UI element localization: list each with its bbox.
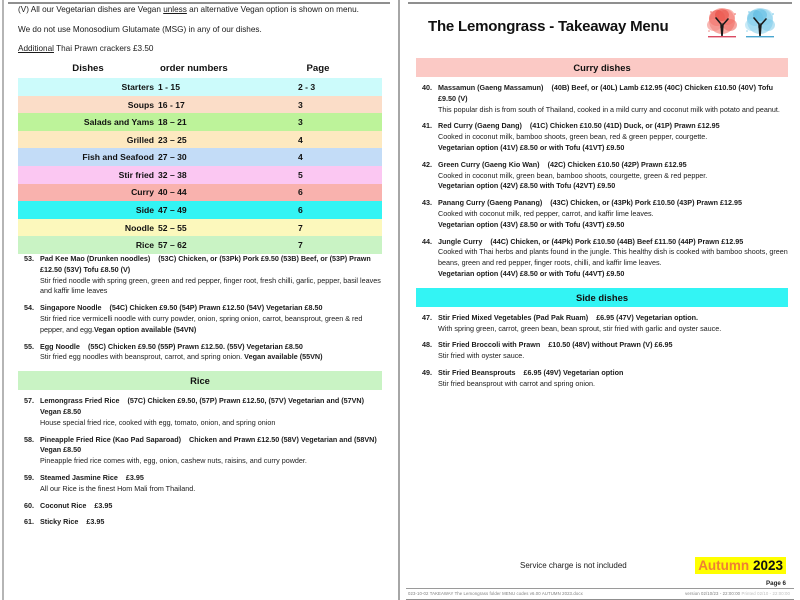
dish-description: Stir fried noodle with spring green, green and red pepper, finger root, fresh chilli, garlic, pepper, basil leaves and kaffir lime leaves	[40, 275, 381, 296]
dish-body	[438, 198, 788, 230]
dish-item	[416, 237, 788, 280]
index-row-orders: 16 - 17	[158, 99, 185, 110]
dish-vegetarian-option: Vegetarian option (44V) £8.50 or with Tofu (44VT) £9.50	[438, 268, 625, 278]
index-row-dish: Noodle	[124, 222, 154, 233]
index-row	[18, 201, 382, 219]
dish-description: House special fried rice, cooked with egg, tomato, onion, and spring onion	[40, 417, 276, 427]
index-row-orders: 27 – 30	[158, 152, 187, 163]
dish-options: (42C) Chicken £10.50 (42P) Prawn £12.95	[547, 159, 687, 169]
rice-dish-list	[18, 396, 382, 528]
dish-body	[40, 435, 382, 467]
curry-section-label: Curry dishes	[573, 62, 631, 73]
index-header-dishes: Dishes	[72, 63, 104, 75]
index-row-dish: Stir fried	[118, 169, 154, 180]
dish-title: Panang Curry (Gaeng Panang)	[438, 198, 543, 208]
dish-number: 57.	[24, 396, 34, 406]
dish-body	[438, 313, 788, 335]
footer-meta	[400, 589, 800, 596]
dish-body	[438, 237, 788, 280]
dish-item	[18, 303, 382, 335]
index-row	[18, 236, 382, 254]
dish-options: (54C) Chicken £9.50 (54P) Prawn £12.50 (54V) Vegetarian £8.50	[109, 303, 323, 313]
dish-body	[438, 83, 788, 115]
dish-options: (53C) Chicken, or (53Pk) Pork £9.50 (53B) Beef, or (53P) Prawn £12.50 (53V) Tofu £8.50 (V)	[40, 254, 371, 274]
index-row-orders: 57 – 62	[158, 240, 187, 251]
dish-title: Steamed Jasmine Rice	[40, 473, 118, 482]
index-row-page: 7	[298, 222, 303, 233]
document-version: version 02/10/23 - 22:00:00 Printed 02/10 - 22:00:00	[685, 591, 790, 596]
dish-description: Cooked with coconut milk, red pepper, carrot, and kaffir lime leaves.	[438, 208, 654, 218]
page-footer	[400, 557, 800, 600]
dish-number: 48.	[422, 340, 432, 350]
dish-number: 54.	[24, 303, 34, 313]
service-charge-note: Service charge is not included	[520, 561, 627, 570]
index-row-page: 3	[298, 99, 303, 110]
intro-line-2: We do not use Monosodium Glutamate (MSG) in any of our dishes.	[18, 24, 262, 34]
page-number: Page 6	[766, 580, 786, 587]
dish-options: Chicken and Prawn £12.50 (58V) Vegetarian and (58VN) Vegan £8.50	[40, 434, 377, 455]
dish-title: Massamun (Gaeng Massamun)	[438, 83, 544, 92]
dish-number: 60.	[24, 500, 34, 510]
noodle-dish-list	[18, 254, 382, 363]
dish-description-note: Vegan available (55VN)	[244, 352, 323, 362]
index-row-page: 2 - 3	[298, 81, 316, 92]
dish-options: (40B) Beef, or (40L) Lamb £12.95 (40C) Chicken £10.50 (40V) Tofu £9.50 (V)	[438, 83, 774, 103]
dish-vegetarian-option: Vegetarian option (41V) £8.50 or with Tofu (41VT) £9.50	[438, 142, 625, 152]
dish-options: £6.95 (47V) Vegetarian option.	[596, 312, 699, 322]
dish-vegetarian-option: Vegetarian option (42V) £8.50 with Tofu (42VT) £9.50	[438, 181, 616, 191]
dish-item	[18, 517, 382, 528]
dish-title: Pad Kee Mao (Drunken noodles)	[40, 254, 151, 264]
dish-item	[18, 254, 382, 297]
dish-body	[438, 121, 788, 153]
dish-title: Jungle Curry	[438, 236, 483, 246]
dish-body	[40, 303, 382, 335]
dish-body	[438, 340, 788, 362]
dish-item	[416, 83, 788, 115]
index-row	[18, 148, 382, 166]
index-row-orders: 32 – 38	[158, 169, 187, 180]
document-filename: 023-10-02 TAKEAWAY The Lemongrass folder MENU codes v6.00 AUTUMN 2023.docx	[408, 591, 583, 596]
two-trees-logo-icon	[702, 6, 782, 46]
dish-vegetarian-option: Vegetarian option (43V) £8.50 or with Tofu (43VT) £9.50	[438, 219, 625, 229]
dish-number: 47.	[422, 312, 432, 322]
dish-number: 41.	[422, 121, 432, 131]
intro-line-3: Additional Thai Prawn crackers £3.50	[18, 44, 154, 54]
index-row-page: 5	[298, 169, 303, 180]
dish-body	[438, 368, 788, 390]
intro-notes	[18, 4, 382, 56]
index-row-dish: Fish and Seafood	[82, 152, 154, 163]
dish-item	[416, 198, 788, 230]
dish-options: £3.95	[86, 517, 105, 527]
dish-item	[18, 501, 382, 512]
curry-section-bar	[416, 58, 788, 77]
index-header-page: Page	[306, 63, 330, 75]
index-row	[18, 166, 382, 184]
dish-description: Stir fried with oyster sauce.	[438, 351, 525, 361]
year-label: 2023	[752, 558, 783, 573]
index-row-orders: 23 – 25	[158, 134, 187, 145]
dish-number: 44.	[422, 236, 432, 246]
side-section-bar	[416, 288, 788, 307]
dish-item	[416, 160, 788, 192]
dish-title: Sticky Rice	[40, 517, 79, 527]
dish-options: £10.50 (48V) without Prawn (V) £6.95	[548, 340, 673, 350]
page-top-rule	[8, 2, 390, 4]
dish-title: Stir Fried Beansprouts	[438, 367, 516, 377]
dish-description: Stir fried egg noodles with beansprout, carrot, and spring onion.	[40, 352, 245, 362]
dish-title: Pineapple Fried Rice (Kao Pad Saparoad)	[40, 434, 181, 444]
season-label: Autumn	[698, 558, 750, 573]
dish-description: Cooked with Thai herbs and plants found in the jungle. This healthy dish is cooked with bamboo shoots, green beans, green and red pepper, finger roots, chilli, and kaffir lime leaves.	[438, 247, 788, 268]
dish-body	[40, 396, 382, 428]
side-dish-list	[416, 313, 788, 390]
dish-number: 42.	[422, 159, 432, 169]
dish-description: This popular dish is from south of Thailand, cooked in a mild curry and coconut milk with potato and peanut.	[438, 104, 780, 114]
dish-options: £6.95 (49V) Vegetarian option	[523, 367, 624, 377]
dish-item	[18, 435, 382, 467]
index-row-page: 4	[298, 152, 303, 163]
dish-body	[40, 254, 382, 297]
dish-options: (43C) Chicken, or (43Pk) Pork £10.50 (43P) Prawn £12.95	[550, 198, 743, 208]
dish-item	[416, 340, 788, 362]
index-row-orders: 52 – 55	[158, 222, 187, 233]
rice-section-bar	[18, 371, 382, 390]
dish-description: Cooked in coconut milk, bamboo shoots, green bean, red & green pepper, courgette.	[438, 132, 708, 142]
index-row-dish: Salads and Yams	[83, 117, 154, 128]
index-row	[18, 96, 382, 114]
dish-item	[18, 473, 382, 495]
index-row-orders: 1 - 15	[158, 81, 180, 92]
index-row-dish: Curry	[131, 187, 154, 198]
dish-body	[40, 517, 382, 528]
index-table	[18, 78, 382, 254]
dish-description: All our Rice is the finest Hom Mali from Thailand.	[40, 483, 196, 493]
index-row	[18, 113, 382, 131]
dish-description: Pineapple fried rice comes with, egg, onion, cashew nuts, raisins, and curry powder.	[40, 456, 307, 466]
side-section-label: Side dishes	[575, 291, 629, 303]
service-row	[400, 557, 800, 574]
dish-options: (55C) Chicken £9.50 (55P) Prawn £12.50. (55V) Vegetarian £8.50	[87, 341, 303, 351]
dish-item	[18, 396, 382, 428]
page-left-edge	[2, 0, 4, 600]
dish-title: Green Curry (Gaeng Kio Wan)	[438, 159, 540, 169]
dish-description-note: Vegan option available (54VN)	[93, 324, 197, 334]
dish-number: 61.	[24, 517, 34, 527]
dish-body	[40, 501, 382, 512]
right-page-top-rule	[408, 2, 792, 4]
dish-options: (41C) Chicken £10.50 (41D) Duck, or (41P) Prawn £12.95	[529, 121, 720, 131]
dish-options: (57C) Chicken £9.50, (57P) Prawn £12.50, (57V) Vegetarian and (57VN) Vegan £8.50	[40, 396, 364, 417]
index-row-page: 3	[298, 117, 303, 128]
dish-title: Stir Fried Broccoli with Prawn	[438, 340, 541, 350]
dish-title: Coconut Rice	[40, 500, 87, 510]
index-row-page: 6	[298, 205, 303, 216]
index-row-orders: 18 – 21	[158, 117, 187, 128]
index-row-dish: Side	[135, 205, 154, 216]
index-row-page: 4	[298, 134, 303, 145]
dish-number: 43.	[422, 198, 432, 208]
page-title: The Lemongrass - Takeaway Menu	[428, 17, 669, 35]
dish-item	[416, 313, 788, 335]
right-page	[400, 0, 800, 600]
index-row	[18, 184, 382, 202]
dish-title: Egg Noodle	[40, 341, 80, 351]
dish-options: £3.95	[125, 473, 144, 482]
dish-item	[18, 342, 382, 364]
dish-number: 53.	[24, 254, 34, 264]
dish-title: Red Curry (Gaeng Dang)	[438, 121, 522, 131]
dish-description: With spring green, carrot, green bean, bean sprout, stir fried with garlic and oyster sauce.	[438, 323, 722, 333]
dish-body	[438, 160, 788, 192]
index-header-order-numbers: order numbers	[160, 63, 228, 75]
curry-dish-list	[416, 83, 788, 280]
index-row-dish: Soups	[127, 99, 154, 110]
dish-description: Cooked in coconut milk, green bean, bamboo shoots, courgette, green & red pepper.	[438, 170, 708, 180]
dish-title: Lemongrass Fried Rice	[40, 396, 120, 406]
rice-section-label: Rice	[190, 375, 210, 387]
dish-title: Singapore Noodle	[40, 303, 102, 313]
dish-item	[416, 368, 788, 390]
index-row-dish: Rice	[135, 240, 154, 251]
index-row-dish: Starters	[121, 81, 154, 92]
dish-item	[416, 121, 788, 153]
dish-options: £3.95	[94, 500, 113, 510]
index-row	[18, 78, 382, 96]
index-row-orders: 47 – 49	[158, 205, 187, 216]
dish-number: 55.	[24, 341, 34, 351]
dish-description: Stir fried rice vermicelli noodle with curry powder, onion, spring onion, carrot, beansprout, green & red pepper, and egg.	[40, 314, 363, 334]
index-row-orders: 40 – 44	[158, 187, 187, 198]
dish-body	[40, 342, 382, 364]
dish-number: 59.	[24, 473, 34, 482]
index-row-page: 6	[298, 187, 303, 198]
dish-title: Stir Fried Mixed Vegetables (Pad Pak Ruam)	[438, 312, 589, 322]
dish-number: 58.	[24, 434, 34, 444]
menu-header	[416, 0, 788, 50]
index-row	[18, 219, 382, 237]
dish-description: Stir fried beansprout with carrot and spring onion.	[438, 378, 596, 388]
index-row-page: 7	[298, 240, 303, 251]
intro-line-1: (V) All our Vegetarian dishes are Vegan unless an alternative Vegan option is shown on menu.	[18, 5, 359, 14]
index-table-header	[18, 63, 382, 74]
dish-body	[40, 473, 382, 495]
season-stamp	[695, 557, 786, 574]
index-row-dish: Grilled	[126, 134, 154, 145]
dish-options: (44C) Chicken, or (44Pk) Pork £10.50 (44B) Beef £11.50 (44P) Prawn £12.95	[490, 236, 744, 246]
dish-number: 40.	[422, 83, 432, 92]
index-row	[18, 131, 382, 149]
dish-number: 49.	[422, 367, 432, 377]
